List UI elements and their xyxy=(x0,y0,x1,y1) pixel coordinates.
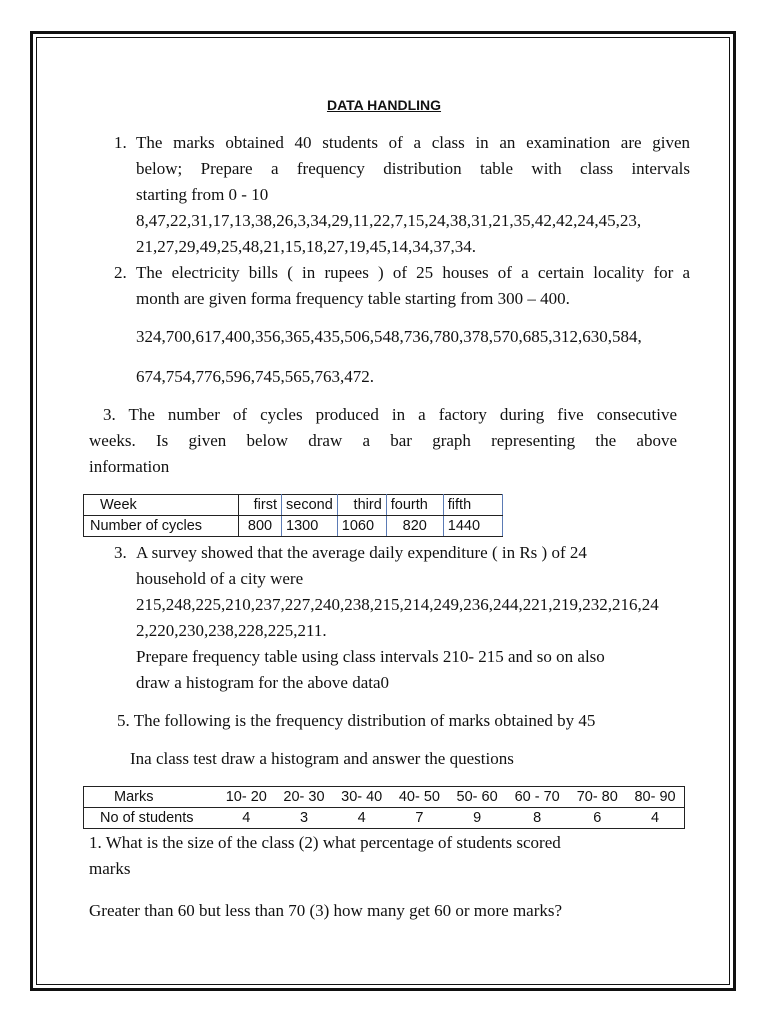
marks-table xyxy=(83,786,685,829)
cycles-table-data-row xyxy=(84,516,503,537)
table-cell: 60 - 70 xyxy=(506,787,568,808)
table-cell: 10- 20 xyxy=(217,787,275,808)
q2-line2: month are given forma frequency table starting from 300 – 400. xyxy=(136,289,570,308)
q3b-number: 3. xyxy=(114,543,127,562)
q3b-data-line2: 2,220,230,238,228,225,211. xyxy=(136,621,327,640)
table-cell: 30- 40 xyxy=(333,787,391,808)
table-cell: Marks xyxy=(84,787,218,808)
table-cell: 4 xyxy=(333,808,391,829)
q3b-line4: draw a histogram for the above data0 xyxy=(136,673,390,692)
q1-line1: The marks obtained 40 students of a class in an examination are given xyxy=(136,133,690,152)
q3b-line3: Prepare frequency table using class intervals 210- 215 and so on also xyxy=(136,647,605,666)
table-cell: second xyxy=(282,495,338,516)
table-cell: 6 xyxy=(568,808,626,829)
q1-number: 1. xyxy=(114,133,127,152)
table-cell: 7 xyxy=(391,808,449,829)
table-cell: fourth xyxy=(386,495,443,516)
table-cell: 820 xyxy=(386,516,443,537)
table-cell: 3 xyxy=(275,808,333,829)
table-cell: first xyxy=(239,495,282,516)
table-cell: 4 xyxy=(217,808,275,829)
q1-line3: starting from 0 - 10 xyxy=(136,185,269,204)
q2-data-line2: 674,754,776,596,745,565,763,472. xyxy=(136,367,374,386)
cycles-table xyxy=(83,494,503,537)
questions-line3: Greater than 60 but less than 70 (3) how many get 60 or more marks? xyxy=(89,901,563,920)
q1-line2: below; Prepare a frequency distribution table with class intervals xyxy=(136,159,690,178)
table-cell: 9 xyxy=(448,808,506,829)
table-cell: Number of cycles xyxy=(84,516,239,537)
table-cell: fifth xyxy=(443,495,502,516)
q1-data-line2: 21,27,29,49,25,48,21,15,18,27,19,45,14,34,37,34. xyxy=(136,237,476,256)
q3a-line3: information xyxy=(89,457,170,476)
table-cell: 40- 50 xyxy=(391,787,449,808)
questions-line1: 1. What is the size of the class (2) what percentage of students scored xyxy=(89,833,561,852)
table-cell: No of students xyxy=(84,808,218,829)
table-cell: 20- 30 xyxy=(275,787,333,808)
page-title: DATA HANDLING xyxy=(326,97,442,113)
table-cell: third xyxy=(337,495,386,516)
table-cell: 8 xyxy=(506,808,568,829)
marks-table-header-row xyxy=(84,787,685,808)
cycles-table-header-row xyxy=(84,495,503,516)
q5-line1: 5. The following is the frequency distribution of marks obtained by 45 xyxy=(117,711,596,730)
q2-number: 2. xyxy=(114,263,127,282)
table-cell: 800 xyxy=(239,516,282,537)
q3b-data-line1: 215,248,225,210,237,227,240,238,215,214,249,236,244,221,219,232,216,24 xyxy=(136,595,659,614)
q1-data-line1: 8,47,22,31,17,13,38,26,3,34,29,11,22,7,15,24,38,31,21,35,42,42,24,45,23, xyxy=(136,211,642,230)
table-cell: 50- 60 xyxy=(448,787,506,808)
table-cell: 1440 xyxy=(443,516,502,537)
q2-data-line1: 324,700,617,400,356,365,435,506,548,736,780,378,570,685,312,630,584, xyxy=(136,327,642,346)
table-cell: 1060 xyxy=(337,516,386,537)
q5-line2: Ina class test draw a histogram and answer the questions xyxy=(130,749,514,768)
q3a-line2: weeks. Is given below draw a bar graph representing the above xyxy=(89,431,677,450)
table-cell: 80- 90 xyxy=(626,787,684,808)
table-cell: 70- 80 xyxy=(568,787,626,808)
q3a-line1: 3. The number of cycles produced in a factory during five consecutive xyxy=(103,405,677,424)
q3b-line1: A survey showed that the average daily expenditure ( in Rs ) of 24 xyxy=(136,543,587,562)
q3b-line2: household of a city were xyxy=(136,569,304,588)
table-cell: Week xyxy=(84,495,239,516)
questions-line2: marks xyxy=(89,859,131,878)
table-cell: 1300 xyxy=(282,516,338,537)
q2-line1: The electricity bills ( in rupees ) of 25 houses of a certain locality for a xyxy=(136,263,690,282)
marks-table-data-row xyxy=(84,808,685,829)
table-cell: 4 xyxy=(626,808,684,829)
